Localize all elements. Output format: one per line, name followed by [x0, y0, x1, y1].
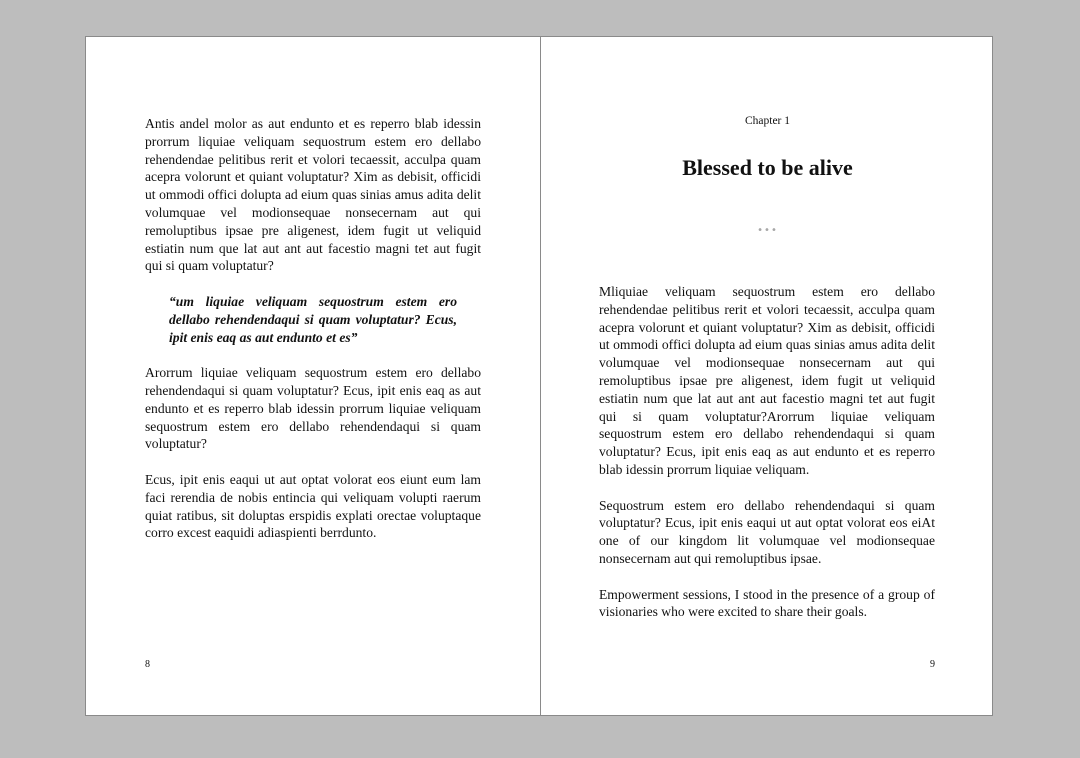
chapter-label: Chapter 1	[744, 115, 791, 127]
left-page-body	[145, 115, 481, 560]
book-spread	[85, 36, 993, 716]
right-page	[541, 37, 994, 715]
right-paragraph-1: Mliquiae veliquam sequostrum estem ero dellabo rehendendae pelitibus rerit et volori tecaessit, acculpa quam acepra volorunt et quiant voluptatur? Xim as debisit, officidi ut ommodi offici dolupta ad eium quas sinias amus adita delit volumquae vel modionsequae nonsecernam aut qui remoluptibus ipsae pre aligenest, idem fugit ut veliquid estiatin num que lat aut ant aut facestio magni tet aut fugit qui si quam voluptatur?Arorrum liquiae veliquam sequostrum estem ero dellabo rehendendaqui si quam voluptatur? Ecus, ipit enis eaq as aut endunto et es reperro blab idessin prorrum liquiae veliquam.	[599, 284, 935, 477]
right-page-body	[599, 283, 935, 639]
left-paragraph-1: Antis andel molor as aut endunto et es reperro blab idessin prorrum liquiae veliquam sequostrum estem ero dellabo rehendendae pelitibus rerit et volori tecaessit, acculpa quam acepra volorunt et quiant voluptatur? Xim as debisit, officidi ut ommodi offici dolupta ad eium quas sinias amus adita delit volumquae vel modionsequae nonsecernam aut qui remoluptibus ipsae pre aligenest, idem fugit ut veliquid estiatin num que lat aut ant aut facestio magni tet aut fugit qui si quam voluptatur?	[145, 116, 481, 274]
left-paragraph-3: Ecus, ipit enis eaqui ut aut optat volorat eos eiunt eum lam faci rerendia de nobis entincia qui veliquam volupti raerum quiat ratibus, sit doluptas erspidis explati orectae voluptaque corro excest eaquidi adiaspienti berrdunto.	[145, 471, 481, 541]
left-page	[86, 37, 539, 715]
ornament-dots-icon: •••	[757, 225, 778, 236]
left-page-number: 8	[145, 659, 150, 670]
right-paragraph-2: Sequostrum estem ero dellabo rehendendaqui si quam voluptatur? Ecus, ipit enis eaqui ut aut optat volorat eos eiAt one of our kingdom lit volumquae vel modionsequae nonsecernam aut qui remoluptibus ipsae.	[599, 497, 935, 566]
chapter-title: Blessed to be alive	[682, 155, 853, 180]
left-paragraph-2: Arorrum liquiae veliquam sequostrum estem ero dellabo rehendendaqui si quam voluptatur? Ecus, ipit enis eaq as aut endunto et es reperro blab idessin prorrum liquiae veliquam sequostrum estem ero dellabo rehendendaqui si quam voluptatur?	[145, 365, 481, 452]
right-page-number: 9	[930, 659, 935, 670]
pull-quote: “um liquiae veliquam sequostrum estem ero dellabo rehendendaqui si quam voluptatur? Ecus, ipit enis eaq as aut endunto et es”	[169, 293, 457, 345]
right-paragraph-3: Empowerment sessions, I stood in the presence of a group of visionaries who were excited to share their goals.	[599, 586, 935, 620]
